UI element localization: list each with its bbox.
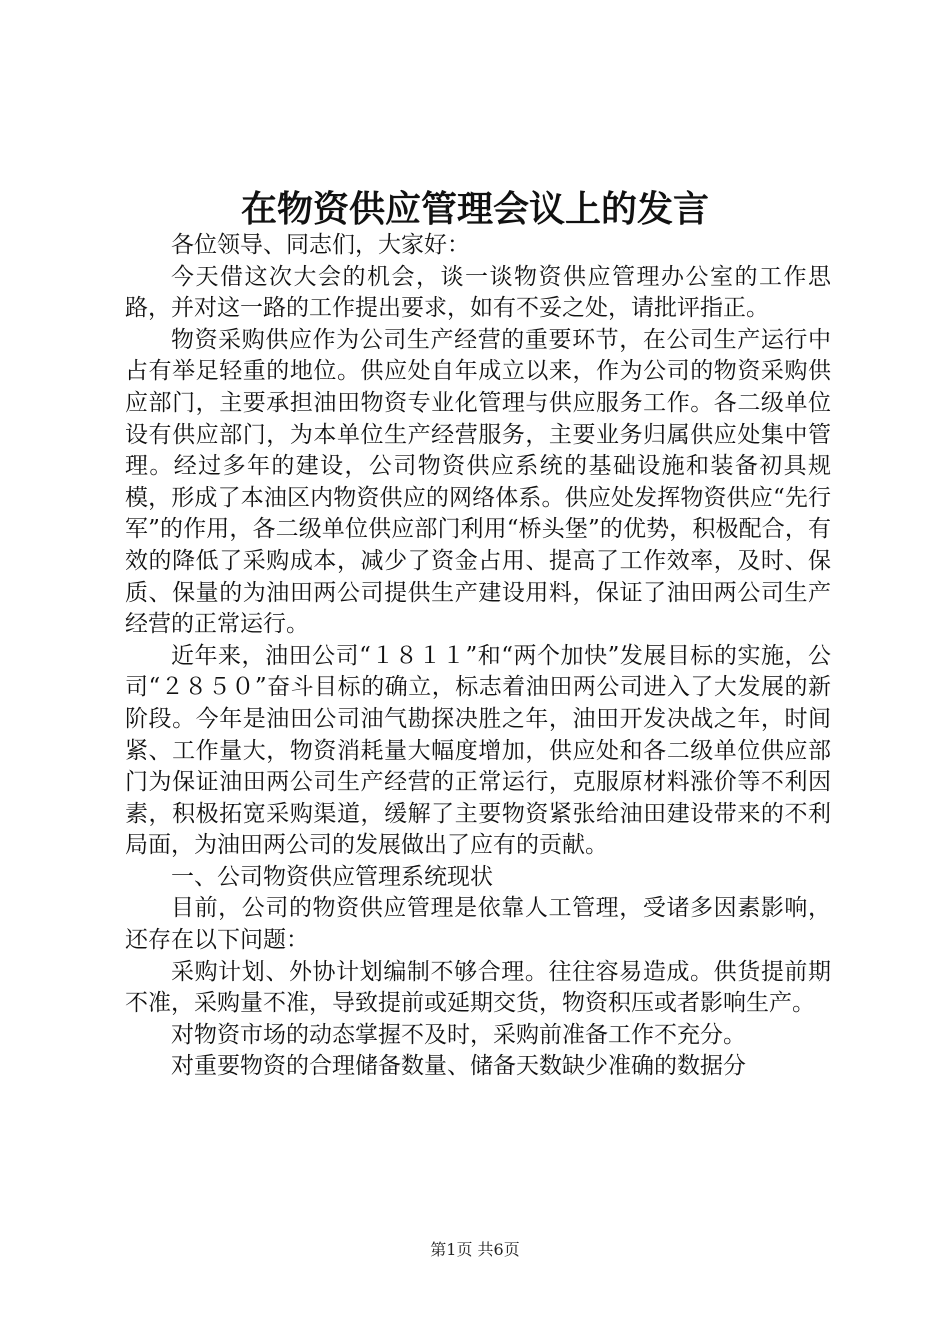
paragraph-greeting: 各位领导、同志们，大家好： [171,232,470,258]
paragraph-issue-reserves: 对重要物资的合理储备数量、储备天数缺少准确的数据分 [171,1053,746,1080]
paragraph-current-status: 目前，公司的物资供应管理是依靠人工管理，受诸多因素影响，还存在以下问题： [125,895,831,954]
document-body [125,230,831,1083]
paragraph-background: 物资采购供应作为公司生产经营的重要环节，在公司生产运行中占有举足轻重的地位。供应处自年成立以来，作为公司的物资采购供应部门，主要承担油田物资专业化管理与供应服务工作。各二级单位设有供应部门，为本单位生产经营服务，主要业务归属供应处集中管理。经过多年的建设，公司物资供应系统的基础设施和装备初具规模，形成了本油区内物资供应的网络体系。供应处发挥物资供应“先行军”的作用，各二级单位供应部门利用“桥头堡”的优势，积极配合，有效的降低了采购成本，减少了资金占用、提高了工作效率，及时、保质、保量的为油田两公司提供生产建设用料，保证了油田两公司生产经营的正常运行。 [125,326,831,638]
paragraph-issue-market: 对物资市场的动态掌握不及时，采购前准备工作不充分。 [171,1021,746,1048]
page-number-footer: 第1页 共6页 [430,1240,520,1259]
document-title: 在物资供应管理会议上的发言 [240,188,709,230]
paragraph-recent-years: 近年来，油田公司“１８１１”和“两个加快”发展目标的实施，公司“２８５０”奋斗目标的确立，标志着油田两公司进入了大发展的新阶段。今年是油田公司油气勘探决胜之年，油田开发决战之年，时间紧、工作量大，物资消耗量大幅度增加，供应处和各二级单位供应部门为保证油田两公司生产经营的正常运行，克服原材料涨价等不利因素，积极拓宽采购渠道，缓解了主要物资紧张给油田建设带来的不利局面，为油田两公司的发展做出了应有的贡献。 [125,642,831,859]
paragraph-issue-planning: 采购计划、外协计划编制不够合理。往往容易造成。供货提前期不准，采购量不准，导致提前或延期交货，物资积压或者影响生产。 [125,958,831,1017]
paragraph-intro: 今天借这次大会的机会，谈一谈物资供应管理办公室的工作思路，并对这一路的工作提出要求，如有不妥之处，请批评指正。 [125,263,831,322]
section-heading: 一、公司物资供应管理系统现状 [171,863,493,890]
